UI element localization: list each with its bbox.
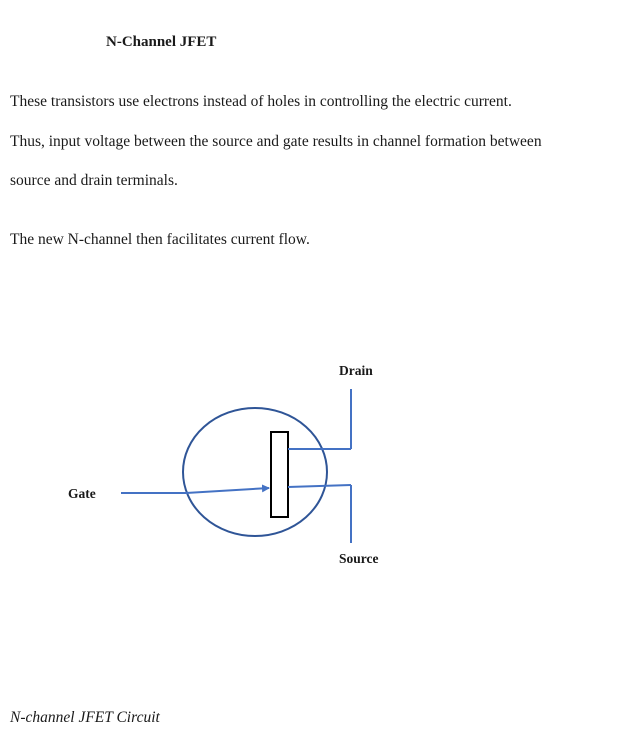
source-lead-horizontal (288, 485, 351, 487)
page-title: N-Channel JFET (106, 34, 217, 50)
source-label: Source (339, 551, 379, 565)
gate-label: Gate (68, 486, 96, 501)
drain-label: Drain (339, 363, 373, 378)
paragraph-line-1: These transistors use electrons instead of holes in controlling the electric current. (10, 93, 512, 110)
jfet-envelope-circle (183, 408, 327, 536)
gate-arrow (186, 488, 269, 493)
paragraph-line-3: source and drain terminals. (10, 172, 178, 189)
jfet-circuit-diagram (0, 355, 625, 565)
paragraph-line-4: The new N-channel then facilitates current flow. (10, 231, 310, 248)
channel-bar (271, 432, 288, 517)
figure-caption: N-channel JFET Circuit (10, 709, 160, 726)
paragraph-line-2: Thus, input voltage between the source and gate results in channel formation between (10, 133, 542, 150)
